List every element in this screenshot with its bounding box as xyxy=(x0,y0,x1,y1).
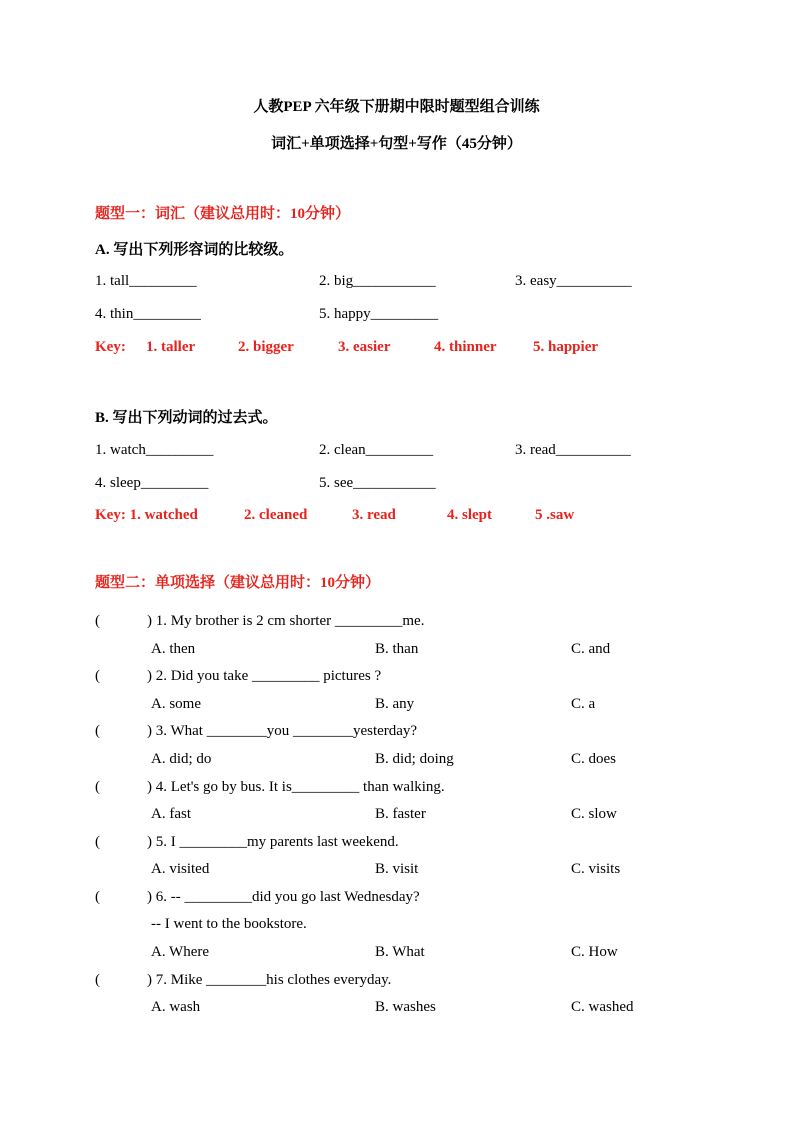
question-stem: ) 3. What ________you ________yesterday? xyxy=(147,723,418,739)
option-c: C. washed xyxy=(571,999,634,1015)
partB-item: 1. watch_________ xyxy=(95,442,214,458)
option-b: B. visit xyxy=(375,861,419,877)
section2-heading: 题型二：单项选择（建议总用时：10分钟） xyxy=(95,575,381,591)
option-a: A. did; do xyxy=(151,751,212,767)
option-b: B. any xyxy=(375,696,415,712)
partB-key: 3. read xyxy=(352,507,396,523)
option-c: C. slow xyxy=(571,806,617,822)
partA-item: 2. big___________ xyxy=(319,273,436,289)
partB-title: B. 写出下列动词的过去式。 xyxy=(95,410,278,426)
question-stem: ) 5. I _________my parents last weekend. xyxy=(147,834,399,850)
partB-item: 3. read__________ xyxy=(515,442,631,458)
option-c: C. a xyxy=(571,696,596,712)
partA-item: 1. tall_________ xyxy=(95,273,197,289)
partA-key: 1. taller xyxy=(146,339,196,355)
option-a: A. visited xyxy=(151,861,210,877)
option-a: A. wash xyxy=(151,999,201,1015)
answer-paren: ( xyxy=(95,668,100,684)
option-b: B. did; doing xyxy=(375,751,454,767)
partB-key: 5 .saw xyxy=(535,507,575,523)
option-b: B. What xyxy=(375,944,425,960)
partA-key-label: Key: xyxy=(95,339,126,355)
partB-item: 4. sleep_________ xyxy=(95,475,209,491)
partB-key: 4. slept xyxy=(447,507,492,523)
option-b: B. washes xyxy=(375,999,436,1015)
option-b: B. than xyxy=(375,641,419,657)
answer-paren: ( xyxy=(95,834,100,850)
option-b: B. faster xyxy=(375,806,426,822)
answer-paren: ( xyxy=(95,613,100,629)
partB-key: 2. cleaned xyxy=(244,507,308,523)
question-stem: ) 7. Mike ________his clothes everyday. xyxy=(147,972,392,988)
partA-key: 2. bigger xyxy=(238,339,294,355)
partA-item: 5. happy_________ xyxy=(319,306,439,322)
partA-key: 5. happier xyxy=(533,339,599,355)
page-subtitle: 词汇+单项选择+句型+写作（45分钟） xyxy=(271,136,522,152)
page-title: 人教PEP 六年级下册期中限时题型组合训练 xyxy=(253,99,540,115)
partA-item: 4. thin_________ xyxy=(95,306,201,322)
partA-item: 3. easy__________ xyxy=(515,273,632,289)
partB-item: 5. see___________ xyxy=(319,475,436,491)
option-a: A. then xyxy=(151,641,196,657)
section1-heading: 题型一：词汇（建议总用时：10分钟） xyxy=(95,206,351,222)
partB-item: 2. clean_________ xyxy=(319,442,434,458)
answer-paren: ( xyxy=(95,972,100,988)
question-dialogue-answer: -- I went to the bookstore. xyxy=(151,916,307,932)
partA-key: 3. easier xyxy=(338,339,391,355)
partA-title: A. 写出下列形容词的比较级。 xyxy=(95,242,294,258)
option-a: A. Where xyxy=(151,944,210,960)
option-a: A. some xyxy=(151,696,201,712)
option-c: C. does xyxy=(571,751,616,767)
question-stem: ) 6. -- _________did you go last Wednesday? xyxy=(147,889,420,905)
answer-paren: ( xyxy=(95,723,100,739)
option-a: A. fast xyxy=(151,806,191,822)
answer-paren: ( xyxy=(95,779,100,795)
question-stem: ) 1. My brother is 2 cm shorter _________me. xyxy=(147,613,425,629)
partB-key-label: Key: 1. watched xyxy=(95,507,198,523)
question-stem: ) 4. Let's go by bus. It is_________ than walking. xyxy=(147,779,445,795)
option-c: C. visits xyxy=(571,861,621,877)
question-stem: ) 2. Did you take _________ pictures ? xyxy=(147,668,382,684)
option-c: C. and xyxy=(571,641,611,657)
option-c: C. How xyxy=(571,944,618,960)
answer-paren: ( xyxy=(95,889,100,905)
partA-key: 4. thinner xyxy=(434,339,497,355)
